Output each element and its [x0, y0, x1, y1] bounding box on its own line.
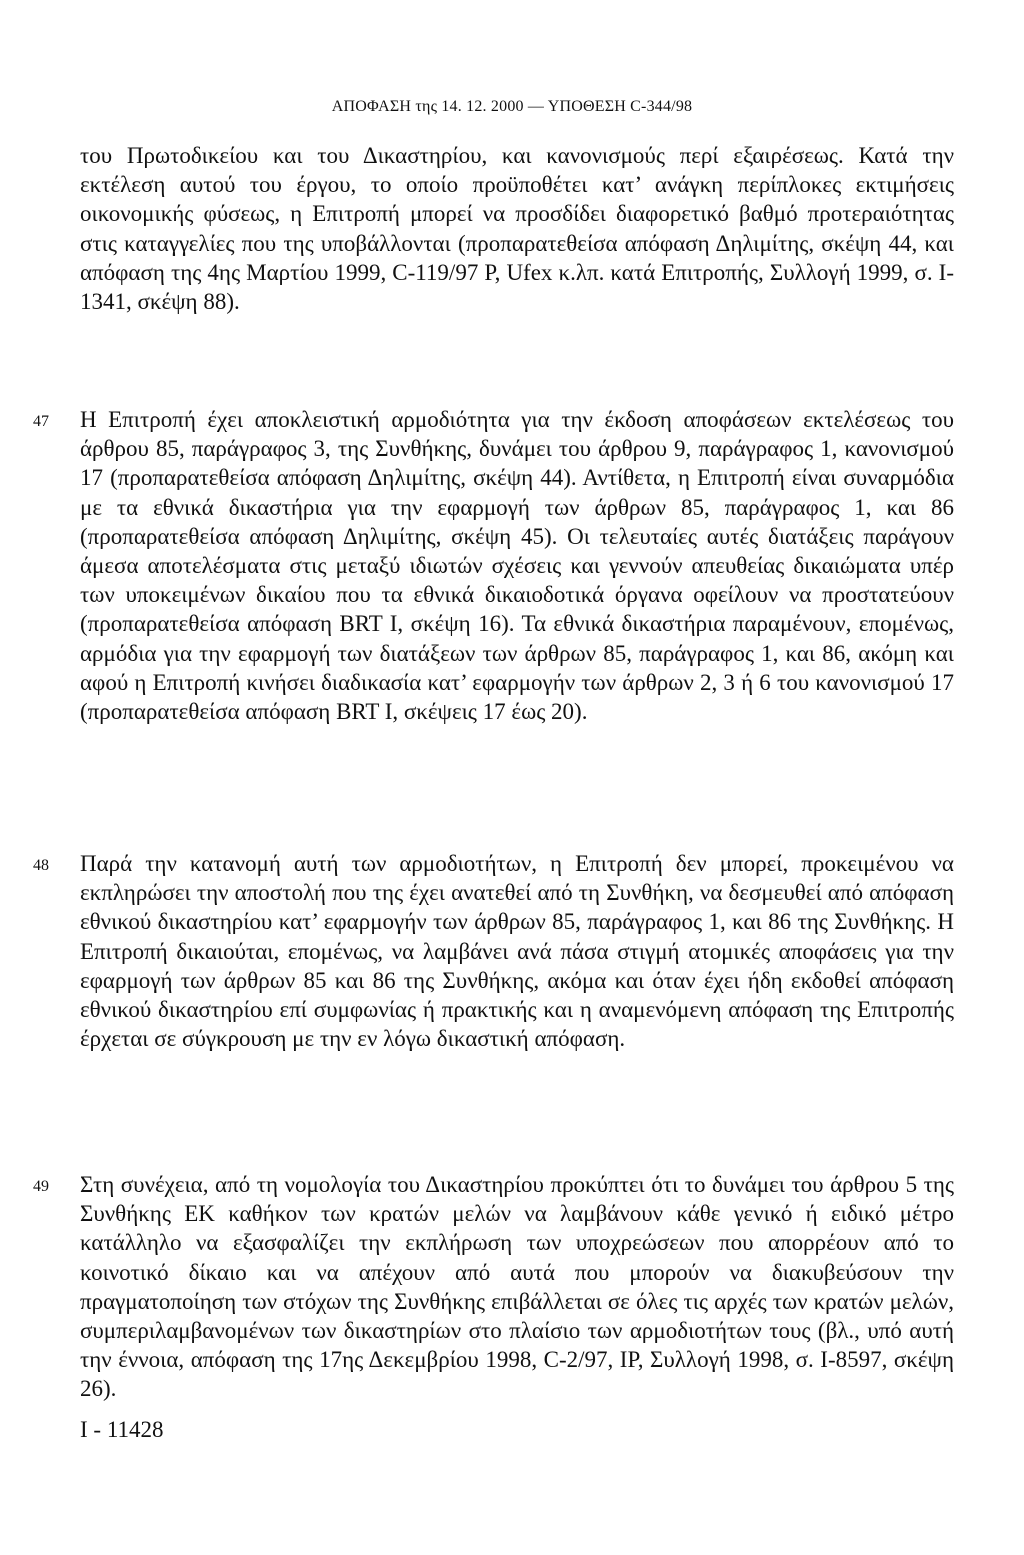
paragraph-47: Η Επιτροπή έχει αποκλειστική αρμοδιότητα για την έκδοση αποφάσεων εκτελέσεως του άρθρου 85, παράγραφος 3, της Συνθήκης, δυνάμει του άρθρου 9, παράγραφος 1, κανονισμού 17 (προπαρατεθείσα απόφαση Δηλιμίτης, σκέψη 44). Αντίθετα, η Επιτροπή είναι συναρμόδια με τα εθνικά δικαστήρια για την εφαρμογή των άρθρων 85, παράγραφος 1, και 86 (προπαρατεθείσα απόφαση Δηλιμίτης, σκέψη 45). Οι τελευταίες αυτές διατάξεις παράγουν άμεσα αποτελέσματα στις μεταξύ ιδιωτών σχέσεις και γεννούν απευθείας δικαιώματα υπέρ των υποκειμένων δικαίου που τα εθνικά δικαιοδοτικά όργανα οφείλουν να προστατεύουν (προπαρατεθείσα απόφαση BRT I, σκέψη 16). Τα εθνικά δικαστήρια παραμένουν, επομένως, αρμόδια για την εφαρμογή των διατάξεων των άρθρων 85, παράγραφος 1, και 86, ακόμη και αφού η Επιτροπή κινήσει διαδικασία κατ’ εφαρμογήν των άρθρων 2, 3 ή 6 του κανονισμού 17 (προπαρατεθείσα απόφαση BRT I, σκέψεις 17 έως 20). — [80, 407, 954, 725]
paragraph-number-49: 49 — [33, 1178, 49, 1195]
paragraph-49: Στη συνέχεια, από τη νομολογία του Δικαστηρίου προκύπτει ότι το δυνάμει του άρθρου 5 της Συνθήκης ΕΚ καθήκον των κρατών μελών να λαμβάνουν κάθε γενικό ή ειδικό μέτρο κατάλληλο να εξασφαλίζει την εκπλήρωση των υποχρεώσεων που απορρέουν από το κοινοτικό δίκαιο και να απέχουν από αυτά που μπορούν να διακυβεύσουν την πραγματοποίηση των στόχων της Συνθήκης επιβάλλεται σε όλες τις αρχές των κρατών μελών, συμπεριλαμβανομένων των δικαστηρίων στο πλαίσιο των αρμοδιοτήτων τους (βλ., υπό αυτή την έννοια, απόφαση της 17ης Δεκεμβρίου 1998, C-2/97, IP, Συλλογή 1998, σ. I-8597, σκέψη 26). — [80, 1172, 954, 1402]
paragraph-continued: του Πρωτοδικείου και του Δικαστηρίου, και κανονισμούς περί εξαιρέσεως. Κατά την εκτέλεση αυτού του έργου, το οποίο προϋποθέτει κατ’ ανάγκη περίπλοκες εκτιμήσεις οικονομικής φύσεως, η Επιτροπή μπορεί να προσδίδει διαφορετικό βαθμό προτεραιότητας στις καταγγελίες που της υποβάλλονται (προπαρατεθείσα απόφαση Δηλιμίτης, σκέψη 44, και απόφαση της 4ης Μαρτίου 1999, C-119/97 P, Ufex κ.λπ. κατά Επιτροπής, Συλλογή 1999, σ. I-1341, σκέψη 88). — [80, 143, 954, 315]
page-header: ΑΠΟΦΑΣΗ της 14. 12. 2000 — ΥΠΟΘΕΣΗ C-344/98 — [331, 98, 693, 115]
page-number: I - 11428 — [80, 1417, 164, 1442]
paragraph-number-47: 47 — [33, 413, 49, 430]
paragraph-48: Παρά την κατανομή αυτή των αρμοδιοτήτων, η Επιτροπή δεν μπορεί, προκειμένου να εκπληρώσει την αποστολή που της έχει ανατεθεί από τη Συνθήκη, να δεσμευθεί από απόφαση εθνικού δικαστηρίου κατ’ εφαρμογήν των άρθρων 85, παράγραφος 1, και 86 της Συνθήκης. Η Επιτροπή δικαιούται, επομένως, να λαμβάνει ανά πάσα στιγμή ατομικές αποφάσεις για την εφαρμογή των άρθρων 85 και 86 της Συνθήκης, ακόμα και όταν έχει ήδη εκδοθεί απόφαση εθνικού δικαστηρίου επί συμφωνίας ή πρακτικής και η αναμενόμενη απόφαση της Επιτροπής έρχεται σε σύγκρουση με την εν λόγω δικαστική απόφαση. — [80, 851, 954, 1052]
paragraph-number-48: 48 — [33, 857, 49, 874]
